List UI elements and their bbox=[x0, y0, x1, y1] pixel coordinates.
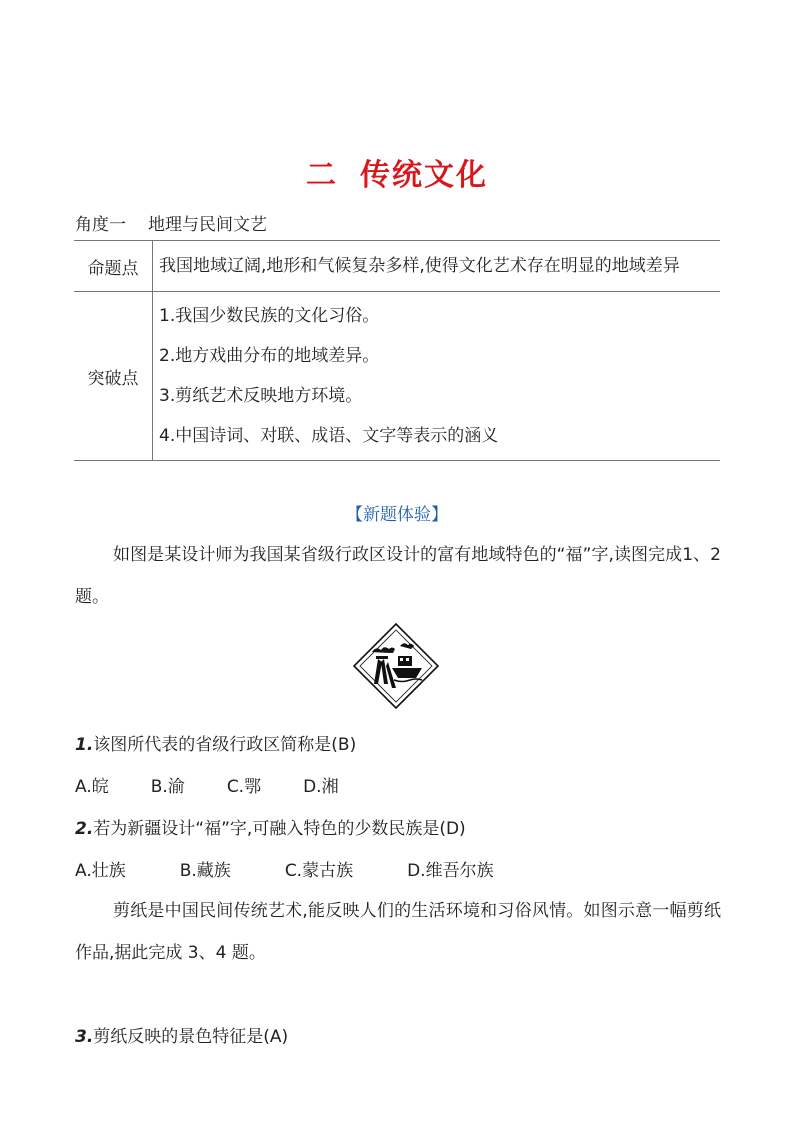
question-number: 3. bbox=[75, 1027, 94, 1047]
option-c: C.蒙古族 bbox=[284, 861, 354, 881]
list-item: 4.中国诗词、对联、成语、文字等表示的涵义 bbox=[159, 426, 499, 446]
fu-diamond-icon bbox=[352, 622, 440, 710]
list-item: 3.剪纸艺术反映地方环境。 bbox=[159, 386, 363, 406]
row-key: 突破点 bbox=[74, 292, 153, 461]
angle-topic: 地理与民间文艺 bbox=[148, 215, 267, 235]
section-heading: 【新题体验】 bbox=[346, 505, 448, 525]
fu-character-figure bbox=[352, 622, 440, 710]
option-b: B.藏族 bbox=[179, 861, 231, 881]
angle-label: 角度一 bbox=[75, 215, 126, 235]
intro-paragraph-1: 如图是某设计师为我国某省级行政区设计的富有地域特色的“福”字,读图完成1、2 题。 bbox=[75, 545, 721, 607]
question-3 bbox=[75, 1022, 288, 1047]
row-value-list bbox=[153, 292, 721, 461]
option-d: D.维吾尔族 bbox=[407, 861, 494, 881]
option-b: B.渝 bbox=[150, 777, 185, 797]
intro-paragraph-2: 剪纸是中国民间传统艺术,能反映人们的生活环境和习俗风情。如图示意一幅剪纸作品,据此完成 3、4 题。 bbox=[75, 901, 721, 963]
option-d: D.湘 bbox=[303, 777, 339, 797]
question-text: 剪纸反映的景色特征是(A) bbox=[93, 1027, 289, 1047]
table-row bbox=[74, 292, 720, 461]
table-row bbox=[74, 241, 720, 292]
option-a: A.壮族 bbox=[75, 861, 126, 881]
list-item: 2.地方戏曲分布的地域差异。 bbox=[159, 346, 380, 366]
option-c: C.鄂 bbox=[226, 777, 262, 797]
question-number: 1. bbox=[75, 735, 94, 755]
angle-line bbox=[75, 210, 267, 235]
row-key: 命题点 bbox=[74, 241, 153, 292]
question-1-options bbox=[75, 772, 381, 797]
title-number: 二 bbox=[306, 158, 338, 193]
list-item: 1.我国少数民族的文化习俗。 bbox=[159, 306, 380, 326]
info-table bbox=[74, 240, 720, 461]
question-number: 2. bbox=[75, 819, 94, 839]
option-a: A.皖 bbox=[75, 777, 109, 797]
question-2-options bbox=[75, 856, 548, 881]
question-text: 该图所代表的省级行政区简称是(B) bbox=[93, 735, 357, 755]
question-1 bbox=[75, 730, 356, 755]
row-value: 我国地域辽阔,地形和气候复杂多样,使得文化艺术存在明显的地域差异 bbox=[153, 241, 721, 292]
question-2 bbox=[75, 814, 466, 839]
page-title bbox=[0, 150, 794, 194]
title-text: 传统文化 bbox=[360, 158, 488, 193]
question-text: 若为新疆设计“福”字,可融入特色的少数民族是(D) bbox=[93, 819, 466, 839]
